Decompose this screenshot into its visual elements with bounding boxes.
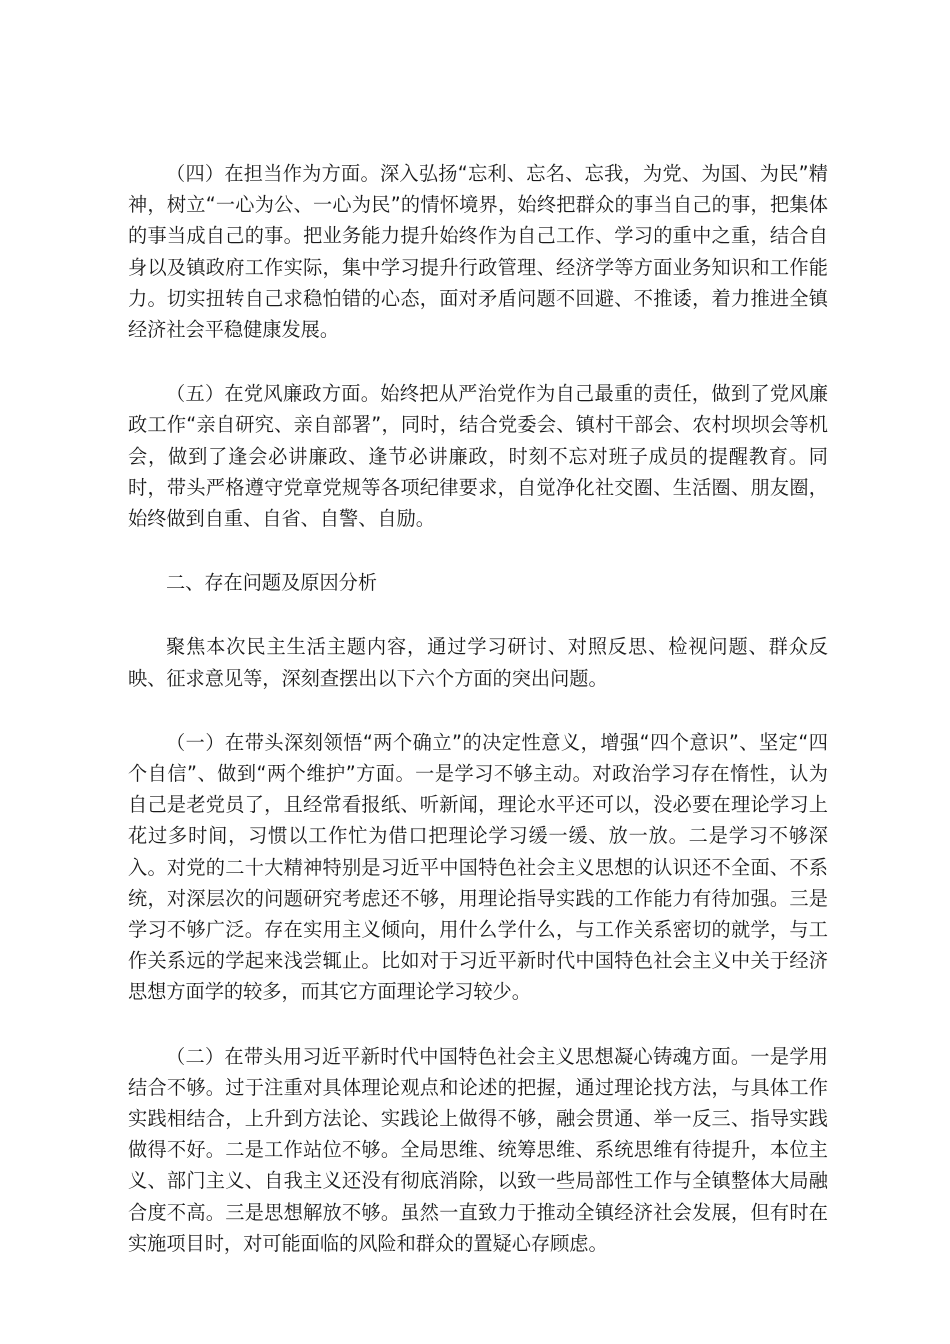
- paragraph-problem-2: （二）在带头用习近平新时代中国特色社会主义思想凝心铸魂方面。一是学用结合不够。过于注重对具体理论观点和论述的把握，通过理论找方法，与具体工作实践相结合，上升到方法论、实践论上做得不够，融会贯通、举一反三、指导实践做得不好。二是工作站位不够。全局思维、统筹思维、系统思维有待提升，本位主义、部门主义、自我主义还没有彻底消除，以致一些局部性工作与全镇整体大局融合度不高。三是思想解放不够。虽然一直致力于推动全镇经济社会发展，但有时在实施项目时，对可能面临的风险和群众的置疑心存顾虑。: [128, 1044, 828, 1255]
- paragraph-intro: 聚焦本次民主生活主题内容，通过学习研讨、对照反思、检视问题、群众反映、征求意见等，深刻查摆出以下六个方面的突出问题。: [128, 635, 828, 690]
- paragraph-section-5: （五）在党风廉政方面。始终把从严治党作为自己最重的责任，做到了党风廉政工作“亲自研究、亲自部署”，同时，结合党委会、镇村干部会、农村坝坝会等机会，做到了逢会必讲廉政、逢节必讲廉政，时刻不忘对班子成员的提醒教育。同时，带头严格遵守党章党规等各项纪律要求，自觉净化社交圈、生活圈、朋友圈，始终做到自重、自省、自警、自励。: [128, 382, 828, 531]
- paragraph-problem-1: （一）在带头深刻领悟“两个确立”的决定性意义，增强“四个意识”、坚定“四个自信”、做到“两个维护”方面。一是学习不够主动。对政治学习存在惰性，认为自己是老党员了，且经常看报纸、听新闻，理论水平还可以，没必要在理论学习上花过多时间，习惯以工作忙为借口把理论学习缓一缓、放一放。二是学习不够深入。对党的二十大精神特别是习近平中国特色社会主义思想的认识还不全面、不系统，对深层次的问题研究考虑还不够，用理论指导实践的工作能力有待加强。三是学习不够广泛。存在实用主义倾向，用什么学什么，与工作关系密切的就学，与工作关系远的学起来浅尝辄止。比如对于习近平新时代中国特色社会主义中关于经济思想方面学的较多，而其它方面理论学习较少。: [128, 730, 828, 1004]
- section-heading-problems: 二、存在问题及原因分析: [166, 571, 378, 595]
- paragraph-section-4: （四）在担当作为方面。深入弘扬“忘利、忘名、忘我，为党、为国、为民”精神，树立“一心为公、一心为民”的情怀境界，始终把群众的事当自己的事，把集体的事当成自己的事。把业务能力提升始终作为自己工作、学习的重中之重，结合自身以及镇政府工作实际，集中学习提升行政管理、经济学等方面业务知识和工作能力。切实扭转自己求稳怕错的心态，面对矛盾问题不回避、不推诿，着力推进全镇经济社会平稳健康发展。: [128, 162, 828, 342]
- document-page: [128, 158, 828, 1292]
